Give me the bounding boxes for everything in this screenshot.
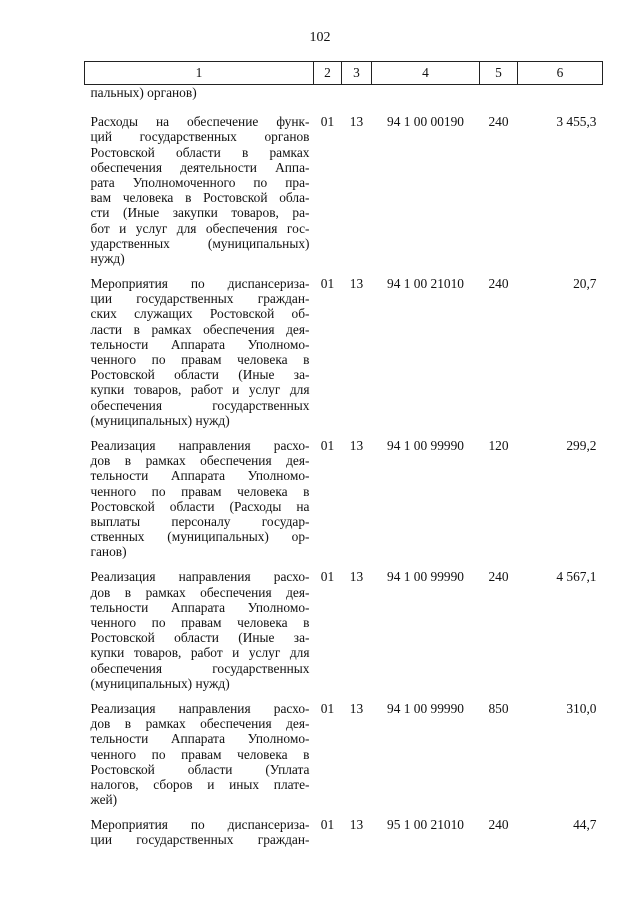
description-line: ченного по правам человека в bbox=[90, 483, 310, 499]
header-col-6: 6 bbox=[518, 62, 603, 85]
continuation-text bbox=[85, 85, 314, 115]
cell-pr: 13 bbox=[349, 276, 364, 292]
description-line: ских служащих Ростовской об- bbox=[90, 306, 310, 322]
description-line: Расходы на обеспечение функ- bbox=[90, 114, 310, 130]
description-line: рата Уполномоченного по пра- bbox=[90, 174, 310, 190]
cell-pr: 13 bbox=[349, 700, 364, 716]
description-line: купки товаров, работ и услуг для bbox=[90, 382, 310, 398]
description-line: вам человека в Ростовской обла- bbox=[90, 190, 310, 206]
row-description bbox=[85, 276, 314, 438]
cell-sum: 20,7 bbox=[573, 276, 597, 292]
description-line: ций государственных органов bbox=[90, 129, 310, 145]
row-description bbox=[85, 817, 314, 857]
description-line: Ростовской области (Иные за- bbox=[90, 630, 310, 646]
header-col-3: 3 bbox=[342, 62, 372, 85]
description-line: купки товаров, работ и услуг для bbox=[90, 645, 310, 661]
cell-sum: 3 455,3 bbox=[556, 114, 597, 130]
description-line: ченного по правам человека в bbox=[90, 746, 310, 762]
row-description bbox=[85, 438, 314, 570]
header-col-1: 1 bbox=[85, 62, 314, 85]
description-line: дов в рамках обеспечения дея- bbox=[90, 584, 310, 600]
cell-rz: 01 bbox=[320, 437, 335, 453]
row-description bbox=[85, 114, 314, 276]
cell-vr: 240 bbox=[488, 569, 509, 585]
cell-vr: 240 bbox=[488, 114, 509, 130]
description-line: ции государственных граждан- bbox=[90, 291, 310, 307]
cell-pr: 13 bbox=[349, 817, 364, 833]
description-line: бот и услуг для обеспечения гос- bbox=[90, 220, 310, 236]
header-col-4: 4 bbox=[372, 62, 480, 85]
page-number: 102 bbox=[309, 30, 331, 45]
table-row bbox=[85, 276, 603, 438]
cell-sum: 44,7 bbox=[573, 817, 597, 833]
cell-sum: 4 567,1 bbox=[556, 569, 597, 585]
description-line: ции государственных граждан- bbox=[90, 832, 310, 848]
cell-csr: 94 1 00 99990 bbox=[387, 700, 464, 716]
row-description bbox=[85, 569, 314, 701]
description-line: налогов, сборов и иных плате- bbox=[90, 776, 310, 792]
cell-pr: 13 bbox=[349, 437, 364, 453]
header-col-5: 5 bbox=[480, 62, 518, 85]
cell-vr: 240 bbox=[488, 276, 509, 292]
description-line: обеспечения государственных bbox=[90, 397, 310, 413]
cell-vr: 240 bbox=[488, 817, 509, 833]
continuation-row bbox=[85, 85, 603, 115]
description-line: тельности Аппарата Уполномо- bbox=[90, 336, 310, 352]
table-row bbox=[85, 569, 603, 701]
description-line: Ростовской области (Расходы на bbox=[90, 498, 310, 514]
description-line: обеспечения деятельности Аппа- bbox=[90, 159, 310, 175]
cell-rz: 01 bbox=[320, 569, 335, 585]
description-line: Ростовской области в рамках bbox=[90, 144, 310, 160]
row-description bbox=[85, 701, 314, 817]
table-row bbox=[85, 701, 603, 817]
cell-rz: 01 bbox=[320, 700, 335, 716]
cell-rz: 01 bbox=[320, 114, 335, 130]
continuation-line: пальных) органов) bbox=[90, 85, 197, 100]
cell-csr: 94 1 00 21010 bbox=[387, 276, 464, 292]
header-col-2: 2 bbox=[314, 62, 342, 85]
description-line: ственных (муниципальных) ор- bbox=[90, 529, 310, 545]
description-line: Мероприятия по диспансериза- bbox=[90, 817, 310, 833]
description-line: ганов) bbox=[90, 544, 127, 560]
description-line: (муниципальных) нужд) bbox=[90, 675, 230, 691]
cell-sum: 299,2 bbox=[566, 437, 597, 453]
description-line: выплаты персоналу государ- bbox=[90, 513, 310, 529]
description-line: Ростовской области (Иные за- bbox=[90, 367, 310, 383]
description-line: Реализация направления расхо- bbox=[90, 437, 310, 453]
description-line: Ростовской области (Уплата bbox=[90, 761, 310, 777]
description-line: обеспечения государственных bbox=[90, 660, 310, 676]
cell-pr: 13 bbox=[349, 569, 364, 585]
cell-csr: 94 1 00 99990 bbox=[387, 437, 464, 453]
description-line: жей) bbox=[90, 792, 118, 808]
description-line: дов в рамках обеспечения дея- bbox=[90, 716, 310, 732]
description-line: нужд) bbox=[90, 250, 125, 266]
table-row bbox=[85, 114, 603, 276]
description-line: дов в рамках обеспечения дея- bbox=[90, 453, 310, 469]
description-line: (муниципальных) нужд) bbox=[90, 412, 230, 428]
description-line: Мероприятия по диспансериза- bbox=[90, 276, 310, 292]
description-line: тельности Аппарата Уполномо- bbox=[90, 599, 310, 615]
table-row bbox=[85, 817, 603, 857]
cell-vr: 120 bbox=[488, 437, 509, 453]
description-line: сти (Иные закупки товаров, ра- bbox=[90, 205, 310, 221]
cell-rz: 01 bbox=[320, 276, 335, 292]
cell-csr: 95 1 00 21010 bbox=[387, 817, 464, 833]
cell-csr: 94 1 00 00190 bbox=[387, 114, 464, 130]
cell-rz: 01 bbox=[320, 817, 335, 833]
description-line: ченного по правам человека в bbox=[90, 615, 310, 630]
cell-vr: 850 bbox=[488, 700, 509, 716]
description-line: Реализация направления расхо- bbox=[90, 700, 310, 716]
description-line: тельности Аппарата Уполномо- bbox=[90, 731, 310, 747]
description-line: ласти в рамках обеспечения дея- bbox=[90, 321, 310, 337]
header-row bbox=[85, 62, 603, 85]
description-line: тельности Аппарата Уполномо- bbox=[90, 468, 310, 484]
cell-sum: 310,0 bbox=[566, 700, 597, 716]
cell-pr: 13 bbox=[349, 114, 364, 130]
description-line: Реализация направления расхо- bbox=[90, 569, 310, 585]
budget-table bbox=[84, 61, 603, 858]
table-row bbox=[85, 438, 603, 570]
cell-csr: 94 1 00 99990 bbox=[387, 569, 464, 585]
description-line: ударственных (муниципальных) bbox=[90, 235, 310, 251]
description-line: ченного по правам человека в bbox=[90, 352, 310, 367]
